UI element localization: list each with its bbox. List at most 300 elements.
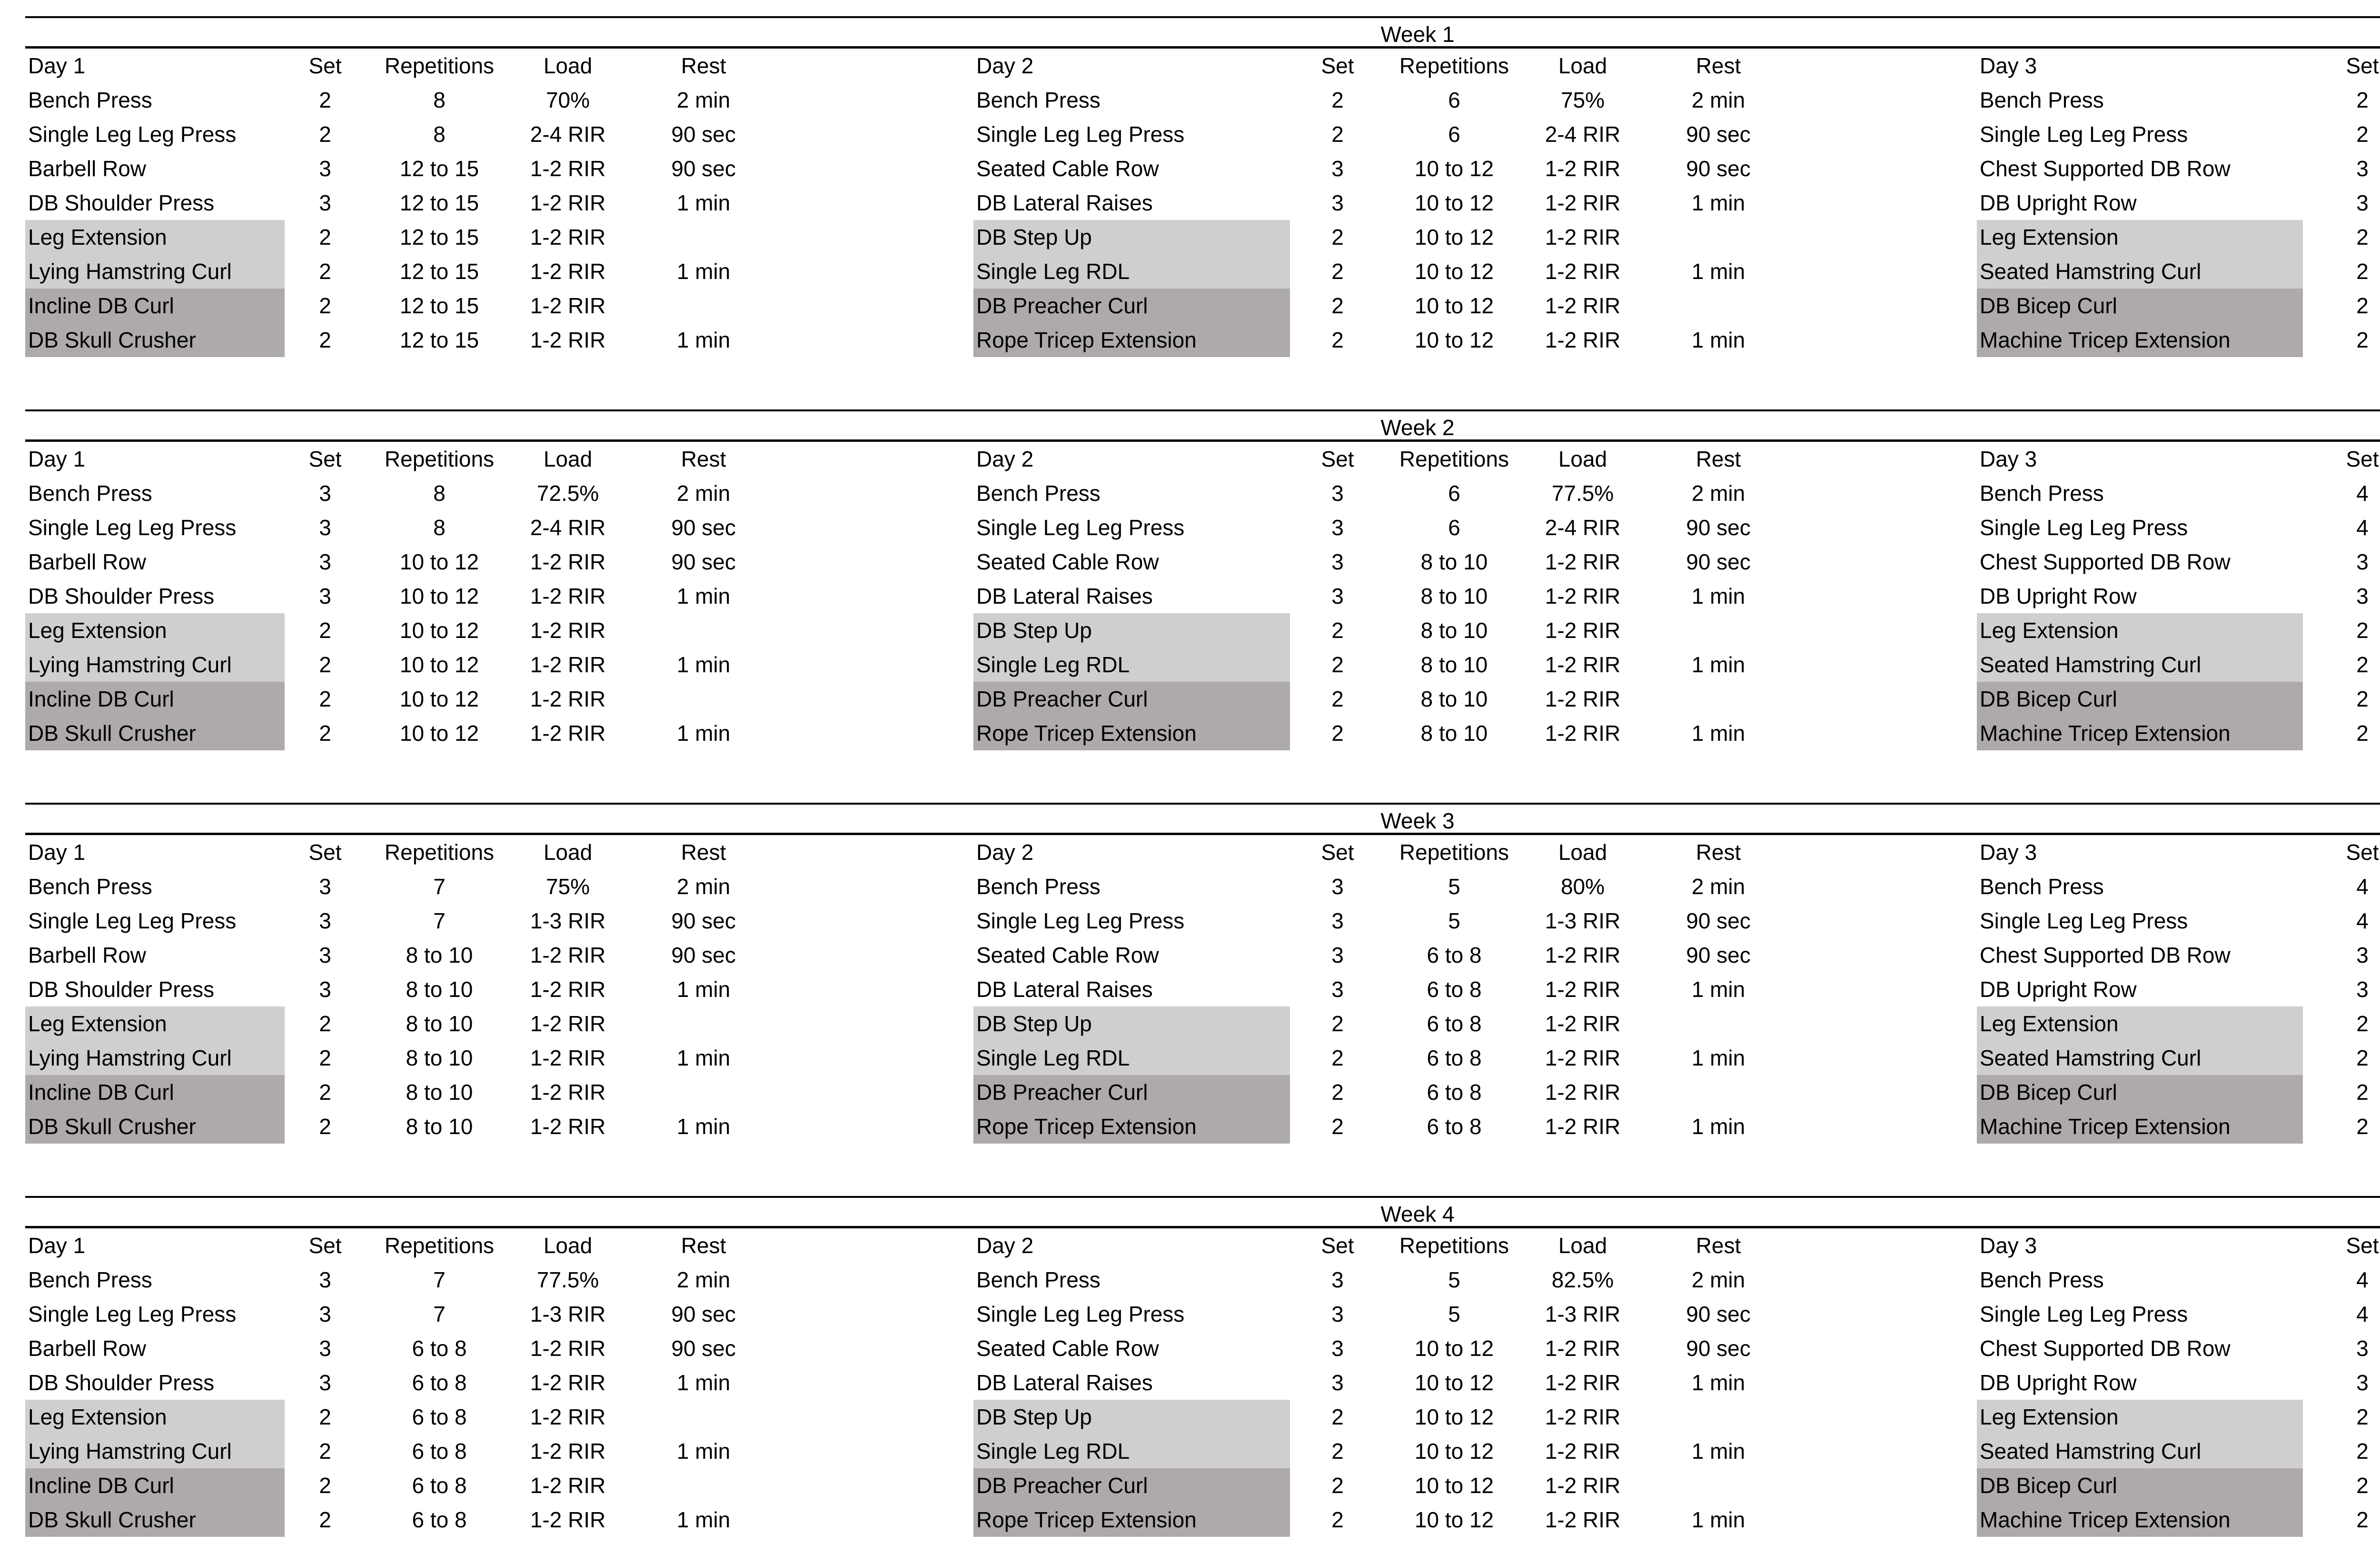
exercise-name: Single Leg Leg Press [1980,908,2188,933]
sets-value: 3 [319,1336,331,1361]
days-grid [25,442,2380,767]
load-value: 1-2 RIR [1545,549,1621,574]
header-set: Set [308,447,342,471]
sets-value: 3 [319,943,331,967]
rest-value: 1 min [676,328,731,352]
sets-value: 2 [2356,88,2369,112]
week-section [25,803,2380,1161]
sets-value: 2 [2356,1080,2369,1105]
sets-value: 3 [1331,481,1344,506]
exercise-name: Single Leg RDL [973,1434,1290,1468]
load-value: 1-2 RIR [530,1370,606,1395]
exercise-name: Incline DB Curl [25,1468,285,1503]
header-repetitions: Repetitions [384,1233,495,1258]
header-rest: Rest [681,1233,726,1258]
repetitions-value: 12 to 15 [399,259,479,284]
rest-value: 1 min [676,584,731,608]
header-repetitions: Repetitions [1399,840,1509,865]
exercise-name: Leg Extension [25,1006,285,1041]
repetitions-value: 10 to 12 [1414,1405,1494,1429]
exercise-name: Bench Press [28,481,152,506]
load-value: 1-2 RIR [1545,190,1621,215]
sets-value: 2 [2356,1439,2369,1464]
exercise-name: Lying Hamstring Curl [25,1434,285,1468]
exercise-name: DB Step Up [973,613,1290,648]
load-value: 1-2 RIR [530,1439,606,1464]
load-value: 1-2 RIR [1545,721,1621,746]
exercise-name: Bench Press [28,874,152,899]
header-repetitions: Repetitions [384,840,495,865]
rest-value: 2 min [1691,874,1745,899]
sets-value: 2 [2356,721,2369,746]
sets-value: 2 [1331,293,1344,318]
sets-value: 2 [2356,259,2369,284]
exercise-name: Machine Tricep Extension [1977,716,2303,750]
sets-value: 2 [2356,1114,2369,1139]
load-value: 1-2 RIR [530,687,606,711]
repetitions-value: 6 to 8 [412,1507,467,1532]
rest-value [654,682,754,716]
sets-value: 4 [2356,1302,2369,1326]
repetitions-value: 5 [1448,874,1460,899]
rest-value [1668,1006,1768,1041]
repetitions-value: 8 to 10 [1420,549,1488,574]
exercise-name: Barbell Row [28,549,146,574]
exercise-name: Single Leg Leg Press [28,908,237,933]
sets-value: 3 [319,515,331,540]
exercise-name: Machine Tricep Extension [1977,323,2303,357]
sets-value: 3 [319,1302,331,1326]
load-value: 1-2 RIR [530,293,606,318]
repetitions-value: 12 to 15 [399,328,479,352]
rest-value: 1 min [1691,584,1745,608]
header-set: Set [308,1233,342,1258]
sets-value: 2 [319,1473,331,1498]
rest-value: 1 min [1691,1370,1745,1395]
sets-value: 2 [1331,1114,1344,1139]
rest-value: 2 min [676,481,731,506]
sets-value: 2 [1331,328,1344,352]
exercise-name: Chest Supported DB Row [1980,156,2231,181]
repetitions-value: 10 to 12 [1414,293,1494,318]
rest-value: 1 min [676,1439,731,1464]
sets-value: 2 [319,88,331,112]
repetitions-value: 8 [433,88,446,112]
exercise-name: Bench Press [1980,481,2104,506]
day-label: Day 2 [976,447,1034,471]
rest-value: 2 min [676,88,731,112]
rest-value: 1 min [676,1046,731,1070]
load-value: 1-2 RIR [1545,156,1621,181]
exercise-name: Bench Press [976,481,1101,506]
sets-value: 3 [1331,1370,1344,1395]
exercise-name: DB Preacher Curl [973,1075,1290,1109]
repetitions-value: 10 to 12 [399,687,479,711]
rest-value [654,1006,754,1041]
header-rest: Rest [681,840,726,865]
sets-value: 2 [319,687,331,711]
header-load: Load [1558,1233,1607,1258]
repetitions-value: 8 to 10 [1420,584,1488,608]
day-label: Day 2 [976,53,1034,78]
sets-value: 3 [319,190,331,215]
load-value: 1-2 RIR [1545,1507,1621,1532]
load-value: 1-2 RIR [1545,1439,1621,1464]
rest-value: 1 min [1691,652,1745,677]
rest-value [654,289,754,323]
header-rest: Rest [1696,53,1741,78]
repetitions-value: 10 to 12 [399,584,479,608]
rest-value: 90 sec [1686,943,1751,967]
load-value: 1-2 RIR [1545,618,1621,643]
rest-value: 2 min [676,874,731,899]
sets-value: 2 [319,618,331,643]
week-spacer [25,1161,2380,1196]
rest-value: 1 min [676,190,731,215]
load-value: 1-2 RIR [530,1473,606,1498]
header-rest: Rest [681,447,726,471]
rest-value: 2 min [1691,481,1745,506]
rest-value: 1 min [1691,1046,1745,1070]
repetitions-value: 7 [433,874,446,899]
exercise-name: Rope Tricep Extension [973,716,1290,750]
repetitions-value: 6 [1448,88,1460,112]
rest-value: 1 min [676,977,731,1002]
rest-value [654,220,754,254]
exercise-name: Single Leg Leg Press [28,122,237,147]
sets-value: 2 [319,652,331,677]
sets-value: 3 [1331,908,1344,933]
rest-value [1668,613,1768,648]
sets-value: 4 [2356,874,2369,899]
repetitions-value: 10 to 12 [1414,190,1494,215]
week-title: Week 3 [25,803,2380,835]
repetitions-value: 10 to 12 [1414,259,1494,284]
exercise-name: Seated Cable Row [976,549,1159,574]
sets-value: 2 [319,1507,331,1532]
sets-value: 3 [319,908,331,933]
load-value: 1-3 RIR [1545,1302,1621,1326]
sets-value: 3 [319,481,331,506]
exercise-name: Bench Press [28,88,152,112]
load-value: 1-2 RIR [530,156,606,181]
load-value: 1-2 RIR [530,977,606,1002]
repetitions-value: 10 to 12 [1414,328,1494,352]
sets-value: 2 [1331,1046,1344,1070]
exercise-name: Leg Extension [1977,1006,2303,1041]
exercise-name: DB Skull Crusher [25,716,285,750]
exercise-name: DB Step Up [973,1400,1290,1434]
load-value: 1-2 RIR [530,652,606,677]
exercise-name: Single Leg Leg Press [1980,515,2188,540]
sets-value: 2 [1331,88,1344,112]
repetitions-value: 6 to 8 [412,1473,467,1498]
sets-value: 2 [319,1011,331,1036]
sets-value: 2 [2356,652,2369,677]
header-rest: Rest [1696,447,1741,471]
rest-value: 1 min [676,652,731,677]
exercise-name: Leg Extension [25,1400,285,1434]
load-value: 1-2 RIR [530,721,606,746]
load-value: 1-2 RIR [1545,328,1621,352]
sets-value: 4 [2356,908,2369,933]
exercise-name: Single Leg Leg Press [976,515,1185,540]
repetitions-value: 8 [433,122,446,147]
sets-value: 2 [319,1114,331,1139]
load-value: 1-3 RIR [530,908,606,933]
exercise-name: Bench Press [976,1267,1101,1292]
load-value: 72.5% [536,481,599,506]
repetitions-value: 8 to 10 [1420,618,1488,643]
exercise-name: Single Leg RDL [973,254,1290,289]
day-label: Day 1 [28,447,86,471]
sets-value: 3 [1331,1336,1344,1361]
rest-value [1668,1468,1768,1503]
rest-value: 1 min [1691,721,1745,746]
sets-value: 2 [319,1439,331,1464]
rest-value: 90 sec [671,1302,736,1326]
week-spacer [25,767,2380,803]
load-value: 1-2 RIR [530,1507,606,1532]
exercise-name: Machine Tricep Extension [1977,1503,2303,1537]
day-label: Day 3 [1980,53,2037,78]
exercise-name: DB Shoulder Press [28,977,215,1002]
exercise-name: DB Upright Row [1980,1370,2137,1395]
exercise-name: DB Preacher Curl [973,289,1290,323]
load-value: 1-2 RIR [1545,943,1621,967]
exercise-name: Rope Tricep Extension [973,323,1290,357]
load-value: 1-3 RIR [1545,908,1621,933]
sets-value: 3 [1331,1302,1344,1326]
sets-value: 2 [2356,328,2369,352]
exercise-name: DB Shoulder Press [28,584,215,608]
exercise-name: Incline DB Curl [25,682,285,716]
repetitions-value: 6 to 8 [412,1370,467,1395]
exercise-name: Single Leg RDL [973,648,1290,682]
rest-value: 90 sec [671,549,736,574]
exercise-name: Rope Tricep Extension [973,1109,1290,1144]
header-set: Set [2346,840,2379,865]
rest-value: 90 sec [1686,1336,1751,1361]
exercise-name: Single Leg Leg Press [976,1302,1185,1326]
rest-value: 1 min [1691,1439,1745,1464]
load-value: 1-2 RIR [1545,1046,1621,1070]
rest-value: 90 sec [671,122,736,147]
repetitions-value: 10 to 12 [1414,1370,1494,1395]
repetitions-value: 10 to 12 [1414,156,1494,181]
rest-value: 2 min [1691,88,1745,112]
exercise-name: DB Preacher Curl [973,1468,1290,1503]
sets-value: 3 [1331,943,1344,967]
repetitions-value: 6 [1448,122,1460,147]
repetitions-value: 12 to 15 [399,156,479,181]
sets-value: 2 [319,1046,331,1070]
exercise-name: Leg Extension [25,220,285,254]
exercise-name: DB Step Up [973,1006,1290,1041]
load-value: 77.5% [536,1267,599,1292]
sets-value: 3 [1331,156,1344,181]
rest-value: 1 min [1691,1507,1745,1532]
header-repetitions: Repetitions [384,447,495,471]
repetitions-value: 10 to 12 [1414,225,1494,249]
repetitions-value: 10 to 12 [1414,1439,1494,1464]
repetitions-value: 8 [433,481,446,506]
exercise-name: Leg Extension [1977,613,2303,648]
rest-value: 90 sec [1686,515,1751,540]
sets-value: 3 [1331,584,1344,608]
repetitions-value: 10 to 12 [399,549,479,574]
day-label: Day 1 [28,1233,86,1258]
header-repetitions: Repetitions [384,53,495,78]
repetitions-value: 7 [433,1302,446,1326]
repetitions-value: 6 to 8 [1427,1046,1482,1070]
header-load: Load [1558,53,1607,78]
week-section [25,16,2380,374]
header-set: Set [2346,447,2379,471]
exercise-name: DB Bicep Curl [1977,289,2303,323]
exercise-name: Chest Supported DB Row [1980,549,2231,574]
exercise-name: DB Bicep Curl [1977,1075,2303,1109]
sets-value: 4 [2356,515,2369,540]
load-value: 1-2 RIR [530,584,606,608]
rest-value: 90 sec [671,908,736,933]
sets-value: 2 [1331,1080,1344,1105]
load-value: 75% [1560,88,1605,112]
rest-value: 1 min [676,1370,731,1395]
load-value: 1-2 RIR [1545,977,1621,1002]
sets-value: 3 [1331,874,1344,899]
header-set: Set [1321,840,1354,865]
exercise-name: DB Lateral Raises [976,1370,1153,1395]
rest-value: 1 min [1691,1114,1745,1139]
load-value: 1-2 RIR [1545,1336,1621,1361]
repetitions-value: 5 [1448,1267,1460,1292]
sets-value: 3 [2356,977,2369,1002]
rest-value: 2 min [1691,1267,1745,1292]
load-value: 1-2 RIR [530,190,606,215]
load-value: 70% [545,88,590,112]
week-section [25,409,2380,767]
load-value: 1-2 RIR [1545,259,1621,284]
exercise-name: Single Leg Leg Press [1980,122,2188,147]
sets-value: 2 [319,721,331,746]
sets-value: 3 [319,156,331,181]
rest-value [654,1075,754,1109]
header-repetitions: Repetitions [1399,1233,1509,1258]
repetitions-value: 6 to 8 [1427,1011,1482,1036]
repetitions-value: 10 to 12 [1414,1507,1494,1532]
repetitions-value: 8 to 10 [1420,721,1488,746]
rest-value: 1 min [676,259,731,284]
repetitions-value: 5 [1448,1302,1460,1326]
rest-value: 90 sec [671,1336,736,1361]
exercise-name: DB Shoulder Press [28,190,215,215]
rest-value [654,1400,754,1434]
rest-value: 90 sec [671,515,736,540]
day-label: Day 1 [28,53,86,78]
rest-value [1668,1400,1768,1434]
sets-value: 2 [2356,122,2369,147]
day-label: Day 2 [976,1233,1034,1258]
rest-value: 90 sec [671,943,736,967]
repetitions-value: 12 to 15 [399,190,479,215]
rest-value [654,1468,754,1503]
week-title: Week 4 [25,1196,2380,1228]
repetitions-value: 6 to 8 [1427,1080,1482,1105]
exercise-name: Machine Tricep Extension [1977,1109,2303,1144]
sets-value: 3 [1331,515,1344,540]
exercise-name: Bench Press [976,88,1101,112]
exercise-name: Bench Press [976,874,1101,899]
header-load: Load [543,53,593,78]
load-value: 1-2 RIR [530,618,606,643]
sets-value: 2 [1331,1405,1344,1429]
sets-value: 3 [1331,1267,1344,1292]
load-value: 1-2 RIR [530,1336,606,1361]
exercise-name: DB Bicep Curl [1977,682,2303,716]
load-value: 1-2 RIR [530,1114,606,1139]
repetitions-value: 10 to 12 [1414,1336,1494,1361]
load-value: 1-2 RIR [1545,293,1621,318]
repetitions-value: 6 to 8 [1427,977,1482,1002]
days-grid [25,1228,2380,1554]
sets-value: 2 [1331,259,1344,284]
sets-value: 3 [2356,549,2369,574]
repetitions-value: 8 to 10 [406,943,473,967]
rest-value: 90 sec [1686,908,1751,933]
exercise-name: Lying Hamstring Curl [25,648,285,682]
week-title: Week 2 [25,409,2380,442]
exercise-name: DB Upright Row [1980,584,2137,608]
rest-value: 1 min [676,1507,731,1532]
header-load: Load [1558,840,1607,865]
sets-value: 4 [2356,1267,2369,1292]
repetitions-value: 10 to 12 [399,652,479,677]
rest-value: 90 sec [1686,122,1751,147]
exercise-name: Chest Supported DB Row [1980,1336,2231,1361]
header-load: Load [543,447,593,471]
rest-value: 1 min [676,721,731,746]
repetitions-value: 6 to 8 [1427,1114,1482,1139]
exercise-name: DB Lateral Raises [976,977,1153,1002]
load-value: 1-2 RIR [1545,1011,1621,1036]
sets-value: 2 [2356,687,2369,711]
repetitions-value: 6 to 8 [412,1439,467,1464]
sets-value: 2 [2356,1046,2369,1070]
sets-value: 2 [319,293,331,318]
sets-value: 3 [319,1370,331,1395]
sets-value: 3 [2356,156,2369,181]
repetitions-value: 6 [1448,515,1460,540]
repetitions-value: 8 to 10 [1420,687,1488,711]
exercise-name: DB Lateral Raises [976,190,1153,215]
load-value: 2-4 RIR [530,515,606,540]
sets-value: 2 [1331,1439,1344,1464]
sets-value: 2 [1331,618,1344,643]
exercise-name: Barbell Row [28,1336,146,1361]
rest-value: 2 min [676,1267,731,1292]
exercise-name: DB Step Up [973,220,1290,254]
rest-value: 90 sec [1686,156,1751,181]
sets-value: 2 [319,225,331,249]
sets-value: 3 [319,977,331,1002]
exercise-name: DB Preacher Curl [973,682,1290,716]
sets-value: 3 [319,549,331,574]
repetitions-value: 8 [433,515,446,540]
repetitions-value: 6 [1448,481,1460,506]
load-value: 1-2 RIR [1545,584,1621,608]
load-value: 1-2 RIR [530,1046,606,1070]
